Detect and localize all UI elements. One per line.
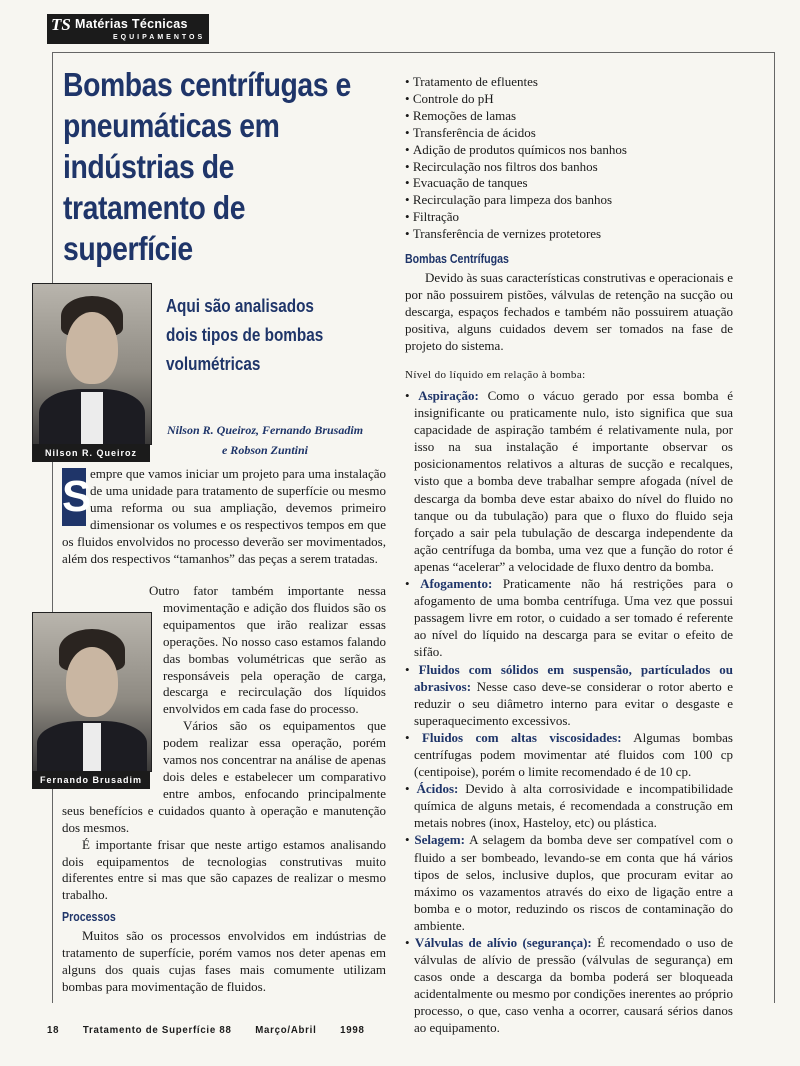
item-term: Ácidos: xyxy=(416,781,459,797)
section-title: Matérias Técnicas xyxy=(75,17,188,31)
item-text: É recomendado o uso de válvulas de alívio de pressão (válvulas de segurança) em casos onde a descarga da bomba poderá ser bloqueada acidentalmente ou mesmo por condições inerentes ao próprio processo, o que, caso venha a ocorrer, causará sérios danos ao equipamento. xyxy=(414,935,733,1036)
photo-caption: Nilson R. Queiroz xyxy=(32,444,150,462)
article-deck: Aqui são analisados dois tipos de bombas volumétricas xyxy=(166,296,324,374)
list-item xyxy=(405,387,733,575)
list-item xyxy=(405,575,733,660)
subheading-nivel: Nível do líquido em relação à bomba: xyxy=(405,369,586,381)
item-text: Devido à alta corrosividade e incompatibilidade química de alguns metais, é recomendada a construção em metais nobres (inox, Hasteloy, etc) ou plástica. xyxy=(414,781,734,831)
process-list xyxy=(405,74,755,243)
list-item xyxy=(405,934,733,1037)
list-item: • Adição de produtos químicos nos banhos xyxy=(405,142,755,159)
paragraph: Outro fator também importante nessa movimentação e adição dos fluidos são os equipamentos que irão realizar essas operações. No nosso caso estamos falando das bombas volumétricas que serão as responsáveis pela operação de carga, descarga e recirculação dos líquidos envolvidos em cada fase do processo. xyxy=(149,583,386,717)
byline xyxy=(160,420,370,460)
paragraph: Vários são os equipamentos que podem realizar essa operação, porém vamos nos concentrar na análise de apenas dois deles e estabelecer um comparativo entre ambos, enfocando principalmente seus benefícios e cuidados quanto à operação e manutenção dos mesmos. xyxy=(62,718,386,835)
item-text: A selagem da bomba deve ser compatível com o fluido a ser bombeado, levando-se em conta que há vários tipos de selos, inclusive duplos, que procuram evitar ao máximo os vazamentos através do eixo de ligação entre a bomba e o motor, reduzindo os riscos de contaminação do ambiente. xyxy=(414,832,733,933)
item-text: Praticamente não há restrições para o afogamento de uma bomba centrífuga. Uma vez que possui passagem livre em rotor, o cuidado a ser tomado é referente ao nível do líquido na descarga para se evitar o efeito de sifão. xyxy=(414,576,734,660)
list-item: • Tratamento de efluentes xyxy=(405,74,755,91)
list-item: • Filtração xyxy=(405,209,755,226)
item-text: Algumas bombas centrífugas podem movimentar até fluidos com 100 cp (centipoise), porém o limite recomendado é de 10 cp. xyxy=(414,729,733,780)
paragraph: É importante frisar que neste artigo estamos analisando dois equipamentos de tecnologias construtivas muito diferentes entre si mas que são capazes de realizar o mesmo trabalho. xyxy=(62,836,386,903)
magazine-name: Tratamento de Superfície 88 xyxy=(82,1024,232,1036)
page-number: 18 xyxy=(47,1024,60,1036)
heading-bombas-centrifugas: Bombas Centrífugas xyxy=(405,252,509,266)
item-term: Fluidos com sólidos em suspensão, partículados ou abrasivos: xyxy=(414,661,733,694)
paragraph-text: empre que vamos iniciar um projeto para uma instalação de uma unidade para tratamento de superfície ou mesmo uma reforma ou sua ampliação, devemos primeiro dimensionar os volumes e os respectivos tempos em que os fluidos envolvidos no processo deverão ser movimentados, além dos respectivos “tamanhos” das peças a serem tratadas. xyxy=(62,466,386,566)
author-photo-queiroz xyxy=(32,283,152,445)
item-text: Nesse caso deve-se considerar o rotor aberto e reduzir o seu diâmetro interno para evitar o desgaste e superaquecimento excessivos. xyxy=(414,678,733,728)
list-item: • Remoções de lamas xyxy=(405,108,755,125)
byline-line: Nilson R. Queiroz, Fernando Brusadim xyxy=(166,423,364,437)
centrifugas-considerations xyxy=(405,387,733,1037)
item-term: Fluidos com altas viscosidades: xyxy=(421,729,622,745)
issue-year: 1998 xyxy=(340,1024,365,1036)
processos-paragraph xyxy=(62,928,386,996)
item-term: Selagem: xyxy=(414,832,465,848)
section-subtitle: EQUIPAMENTOS xyxy=(113,34,206,41)
intro-paragraph xyxy=(62,466,386,567)
photo-caption: Fernando Brusadim xyxy=(32,771,150,789)
section-header xyxy=(47,14,209,44)
item-term: Afogamento: xyxy=(420,576,493,592)
heading-processos: Processos xyxy=(62,910,116,924)
byline-line: e Robson Zuntini xyxy=(221,443,309,457)
paragraph: Devido às suas características construtivas e operacionais e por não possuirem pistões, válvulas de retenção na sucção ou descarga, espaços fechados e também não possuirem atuação positiva, alguns cuidados devem ser tomados na fase de projeto do sistema. xyxy=(405,270,733,353)
list-item xyxy=(405,780,733,831)
list-item xyxy=(405,729,733,780)
item-term: Aspiração: xyxy=(418,388,479,403)
item-text: Como o vácuo gerado por essa bomba é insignificante ou praticamente nulo, isto significa que sua capacidade de aspiração também é relativamente nula, por isso na sua instalação é importante observar os posicionamentos relativos a alturas de sucção e recalques, visto que a bomba deve trabalhar sempre afogada (nível de descarga da bomba deve estar abaixo do nível do fluido no tanque ou da tubulação) para que o fluxo do fluido seja forçado a sair pela tubulação de descarga independente da ação centrífuga da bomba, uma vez que a função do rotor é apenas “acelerar” a velocidade de fluxo dentro da bomba. xyxy=(414,388,733,574)
dropcap: S xyxy=(62,468,86,526)
issue-date: Março/Abril xyxy=(255,1024,317,1036)
list-item xyxy=(405,661,733,729)
list-item: • Recirculação para limpeza dos banhos xyxy=(405,192,755,209)
item-term: Válvulas de alívio (segurança): xyxy=(414,935,592,950)
list-item: • Evacuação de tanques xyxy=(405,175,755,192)
paragraph: Muitos são os processos envolvidos em indústrias de tratamento de superfície, porém vamos nos deter apenas em alguns dos quais cujas fases mais comumente utilizam bombas para movimentação de fluidos. xyxy=(62,928,386,994)
list-item: • Transferência de ácidos xyxy=(405,125,755,142)
left-column-body xyxy=(62,583,386,904)
page-footer xyxy=(47,1024,385,1036)
centrifugas-paragraph xyxy=(405,270,733,355)
list-item: • Recirculação nos filtros dos banhos xyxy=(405,159,755,176)
list-item xyxy=(405,831,733,934)
ts-logo: TS xyxy=(51,15,71,34)
list-item: • Transferência de vernizes protetores xyxy=(405,226,755,243)
article-title: Bombas centrífugas e pneumáticas em indústrias de tratamento de superfície xyxy=(63,66,351,267)
list-item: • Controle do pH xyxy=(405,91,755,108)
